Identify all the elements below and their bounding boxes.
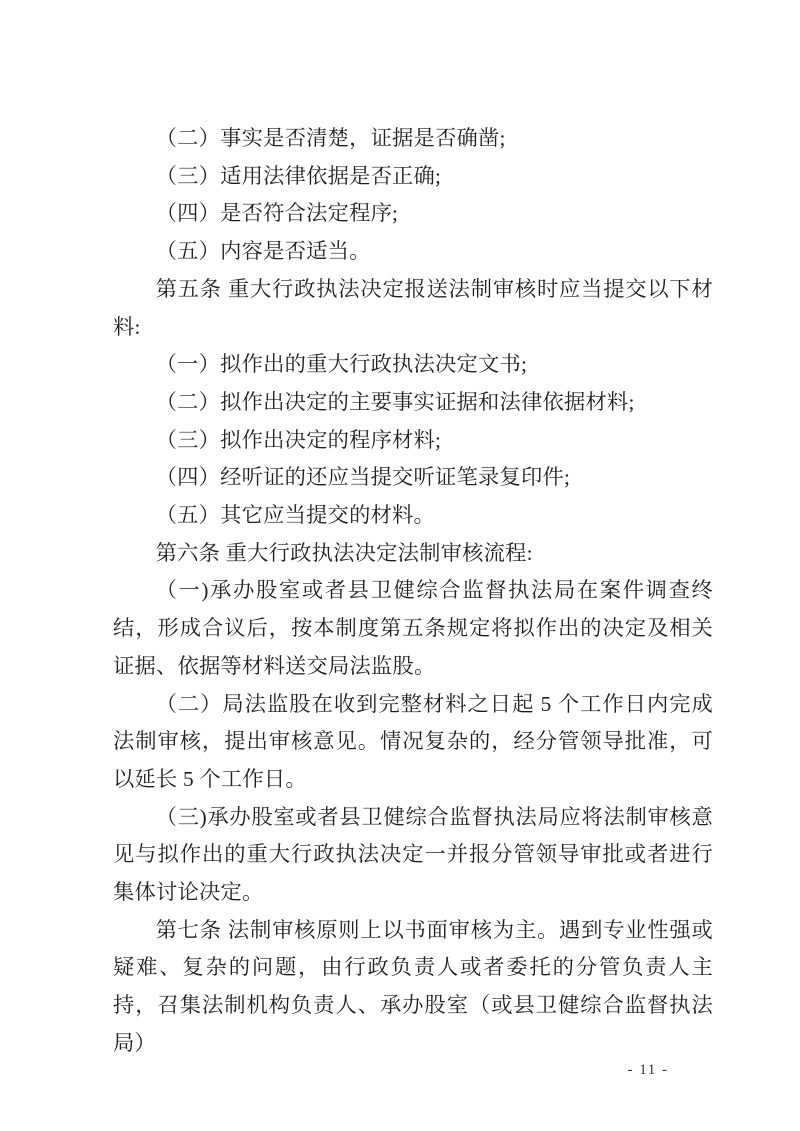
paragraph: （三）适用法律依据是否正确; <box>155 163 442 188</box>
paragraph: 第七条 法制审核原则上以书面审核为主。遇到专业性强或疑难、复杂的问题，由行政负责人或者委托的分管负责人主持，召集法制机构负责人、承办股室（或县卫健综合监督执法局） <box>113 917 713 1055</box>
paragraph: （五）内容是否适当。 <box>155 239 371 264</box>
paragraph: （二）局法监股在收到完整材料之日起 5 个工作日内完成法制审核，提出审核意见。情况复杂的，经分管领导批准，可以延长 5 个工作日。 <box>113 691 713 791</box>
paragraph: （五）其它应当提交的材料。 <box>155 503 436 528</box>
paragraph: （四）经听证的还应当提交听证笔录复印件; <box>155 465 571 490</box>
paragraph: 第六条 重大行政执法决定法制审核流程: <box>155 540 533 565</box>
paragraph: （三）拟作出决定的程序材料; <box>155 427 442 452</box>
paragraph: 第五条 重大行政执法决定报送法制审核时应当提交以下材料: <box>113 276 713 339</box>
paragraph: （二）事实是否清楚，证据是否确凿; <box>155 126 506 150</box>
paragraph: （一）拟作出的重大行政执法决定文书; <box>155 352 528 377</box>
paragraph: （三)承办股室或者县卫健综合监督执法局应将法制审核意见与拟作出的重大行政执法决定一并报分管领导审批或者进行集体讨论决定。 <box>113 804 713 905</box>
paragraph: （一)承办股室或者县卫健综合监督执法局在案件调查终结，形成合议后，按本制度第五条规定将拟作出的决定及相关证据、依据等材料送交局法监股。 <box>113 578 713 678</box>
document-body <box>113 120 713 1063</box>
page-number: - 11 - <box>627 1062 669 1078</box>
paragraph: （二）拟作出决定的主要事实证据和法律依据材料; <box>155 389 635 414</box>
paragraph: （四）是否符合法定程序; <box>155 201 399 226</box>
